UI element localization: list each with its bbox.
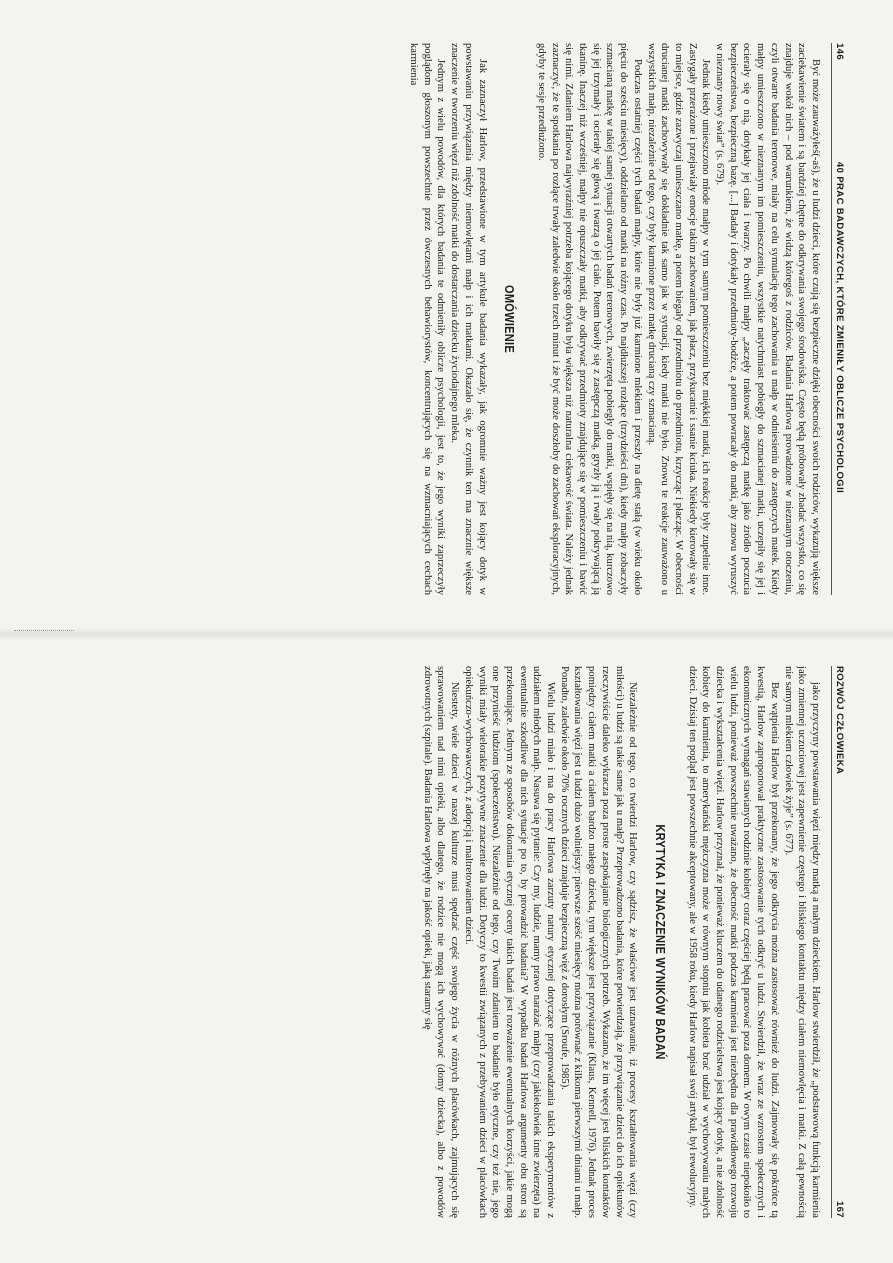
book-page-146 — [0, 19, 848, 619]
paragraph: Niestety, wiele dzieci w naszej kulturze musi spędzać część swojego życia w różnych placówkach, zajmujących się sprawowaniem nad nimi opieki, albo dlatego, że rodzice nie mogą ich wychowywać (domy dziecka), albo z powodów zdrowotnych (szpitale). Badania Harlowa wpłynęły na jakość opieki, jaką staramy się — [421, 666, 461, 1218]
paragraph: Niezależnie od tego, co twierdzi Harlow, czy sądzisz, że właściwe jest uznawanie, iż procesy kształtowania więzi (czy miłości) u ludzi są takie same jak u małp? Przeprowadzono badania, które potwierdzają, że przywiązanie dzieci do ich opiekunów rzeczywiście daleko wykracza poza proste zaspokajanie biologicznych potrzeb. Wykazano, że im więcej jest bliskich kontaktów pomiędzy ciałem matki a ciałem bardzo małego dziecka, tym większe jest przywiązanie (Klaus, Kennell, 1976). Jednak proces kształtowania więzi jest u ludzi dużo wolniejszy: pierwsze sześć miesięcy można porównać z kilkoma pierwszymi dniami u małp. Ponadto, zaledwie około 70% rocznych dzieci znajduje bezpieczną więź z dorosłym (Sroufe, 1985). — [558, 666, 639, 1218]
paragraph: Bez wątpienia Harlow był przekonany, że jego odkrycia można zastosować również do ludzi. Zajmowały się pokrótce tą kwestią, Harlow zaproponował praktyczne zastosowanie tych odkryć u ludzi. Stwierdził, że wraz ze wzrostem społecznych i ekonomicznych wymagań stawianych rodzinie kobiety coraz częściej będą pracować poza domem. W owym czasie niepokoiło to wielu ludzi, ponieważ powszechnie uważano, że obecność matki podczas karmienia jest niezbędna dla prawidłowego rozwoju dziecka i wykształcenia więzi. Harlow przyznał, że ponieważ kluczem do udanego rodzicielstwa jest kojący dotyk, a nie zdolność kobiety do karmienia, to amerykański mężczyzna może w równym stopniu jak kobieta brać udział w wychowywaniu małych dzieci. Dzisiaj ten pogląd jest powszechnie akceptowany, ale w 1958 roku, kiedy Harlow napisał swój artykuł, był rewolucyjny. — [686, 666, 780, 1218]
running-title: 40 PRAC BADAWCZYCH, KTÓRE ZMIENIŁY OBLICZE PSYCHOLOGII — [834, 161, 846, 494]
running-title: ROZWÓJ CZŁOWIEKA — [834, 666, 846, 775]
page-body — [4, 43, 822, 595]
paragraph: Jak zaznaczył Harlow, przedstawione w tym artykule badania wykazały, jak ogromnie ważny jest kojący dotyk w powstawaniu przywiązania między niemowlętami małp i ich matkami. Okazało się, że czynnik ten ma znacznie większe znaczenie w tworzeniu więzi niż zdolność matki do dostarczania dziecku życiodajnego mleka. — [449, 43, 488, 595]
section-heading: OMÓWIENIE — [502, 285, 518, 353]
paragraph: Podczas ostatniej części tych badań małpy, które nie były już karmione mlekiem i przeszły na dietę stałą (w wieku około pięciu do sześciu miesięcy), oddzielano od matki na różny czas. Po najdłuższej rozłące (trzydzieści dni), kiedy małpy zobaczyły szmacianą matkę w takiej samej sytuacji otwartych badań terenowych, zwierzęta pobiegły do matki, wspięły się na nią, kurczowo się jej trzymały i ocierały się głową i twarzą o jej ciało. Potem bawiły się z zastępczą matką, gryzły ją i rwały pokrywającą ją tkaninę. Inaczej niż wcześniej, małpy nie opuszczały matki, aby odkrywać przedmioty znajdujące się w pomieszczeniu i bawić się nimi. Zdaniem Harlowa najwyraźniej potrzeba kojącego dotyku była większa niż naturalna ciekawość świata. Należy jednak zaznaczyć, że te spotkania po rozłące trwały zaledwie około trzech minut i że być może doszłoby do zachowań eksploracyjnych, gdyby te sesje przedłużono. — [535, 43, 643, 595]
page-number: 167 — [834, 1200, 846, 1218]
book-gutter — [0, 628, 893, 640]
page-body — [4, 666, 822, 1218]
paragraph: Jednak kiedy umieszczono młode małpy w tym samym pomieszczeniu bez miękkiej matki, ich reakcje były zupełnie inne. Zastygały przerażone i przejawiały emocje takim zachowaniem, jak płacz, przykucanie i ssanie kciuka. Niekiedy kierowały się w to miejsce, gdzie zazwyczaj umieszczano matkę, a potem biegały od przedmiotu do przedmiotu, krzycząc i płacząc. W obecności drucianej matki zachowywały się dokładnie tak samo jak w sytuacji, kiedy matki nie było. Znowu te reakcje zauważono u wszystkich małp, niezależnie od tego, czy były karmione przez matkę drucianą czy szmacianą. — [645, 43, 712, 595]
running-head — [831, 43, 848, 595]
paragraph: jako przyczyny powstawania więzi między matką a małym dzieckiem. Harlow stwierdził, że „podstawową funkcją karmienia jako zmiennej uczuciowej jest zapewnienie częstego i bliskiego kontaktu między ciałem niemowlęcia i matki. Z całą pewnością nie samym mlekiem człowiek żyje” (s. 677). — [782, 666, 821, 1218]
section-heading: KRYTYKA I ZNACZENIE WYNIKÓW BADAŃ — [652, 824, 668, 1060]
paragraph: Wielu ludzi miało i ma do pracy Harlowa zarzuty natury etycznej dotyczące przeprowadzania takich eksperymentów z udziałem młodych małp. Nasuwa się pytanie: Czy my, ludzie, mamy prawo narażać małpy (czy jakiekolwiek inne zwierzęta) na ewentualnie szkodliwe dla nich sytuacje po to, by prowadzić badania? W wypadku badań Harlowa argumenty obu stron są przekonujące. Jednym ze sposobów dokonania etycznej oceny takich badań jest rozważenie ewentualnych korzyści, jakie mogą one przynieść ludziom (społeczeństwu). Niezależnie od tego, czy Twoim zdaniem to badanie było etyczne, czy też nie, jego wyniki miały wielorakie pozytywne znaczenie dla ludzi. Dotyczy to kwestii związanych z przebywaniem dzieci w placówkach opiekuńczo-wychowawczych, z adopcją i maltretowaniem dzieci. — [462, 666, 557, 1218]
paragraph: Jednym z wielu powodów, dla których badania te odmieniły oblicze psychologii, jest to, że jego wyniki zaprzeczyły poglądom głoszonym powszechnie przez ówczesnych behawiorystów, koncentrujących się na wzmacniających cechach karmienia — [408, 43, 447, 595]
page-number: 146 — [834, 43, 846, 61]
paragraph: Być może zauważyłeś(-aś), że u ludzi dzieci, które czują się bezpieczne dzięki obecności swoich rodziców, wykazują większe zaciekawienie światem i są bardziej chętne do odkrywania swojego środowiska. Często będą próbowały zbadać wszystko, co się znajduje wokół nich – pod warunkiem, że widzą któregoś z rodziców. Badania Harlowa prowadzone w nieznanym otoczeniu, czyli otwarte badania terenowe, miały na celu symulację tego zachowania u małp w odniesieniu do zastępczych matek. Kiedy małpy umieszczono w nieznanym im pomieszczeniu, wszystkie natychmiast pobiegły do szmacianej matki, uczepiły się jej i ocierały się o nią, dotykały jej ciała i twarzy. Po chwili małpy „zaczęły traktować zastępczą matkę jako źródło poczucia bezpieczeństwa, bezpieczną bazę. [...] Badały i dotykały przedmioty-bodźce, a potem powracały do matki, aby znowu wyruszyć w nieznany nowy świat” (s. 679). — [714, 43, 821, 595]
scan-mark — [14, 630, 74, 637]
book-page-167 — [0, 642, 848, 1242]
running-head — [831, 666, 848, 1218]
